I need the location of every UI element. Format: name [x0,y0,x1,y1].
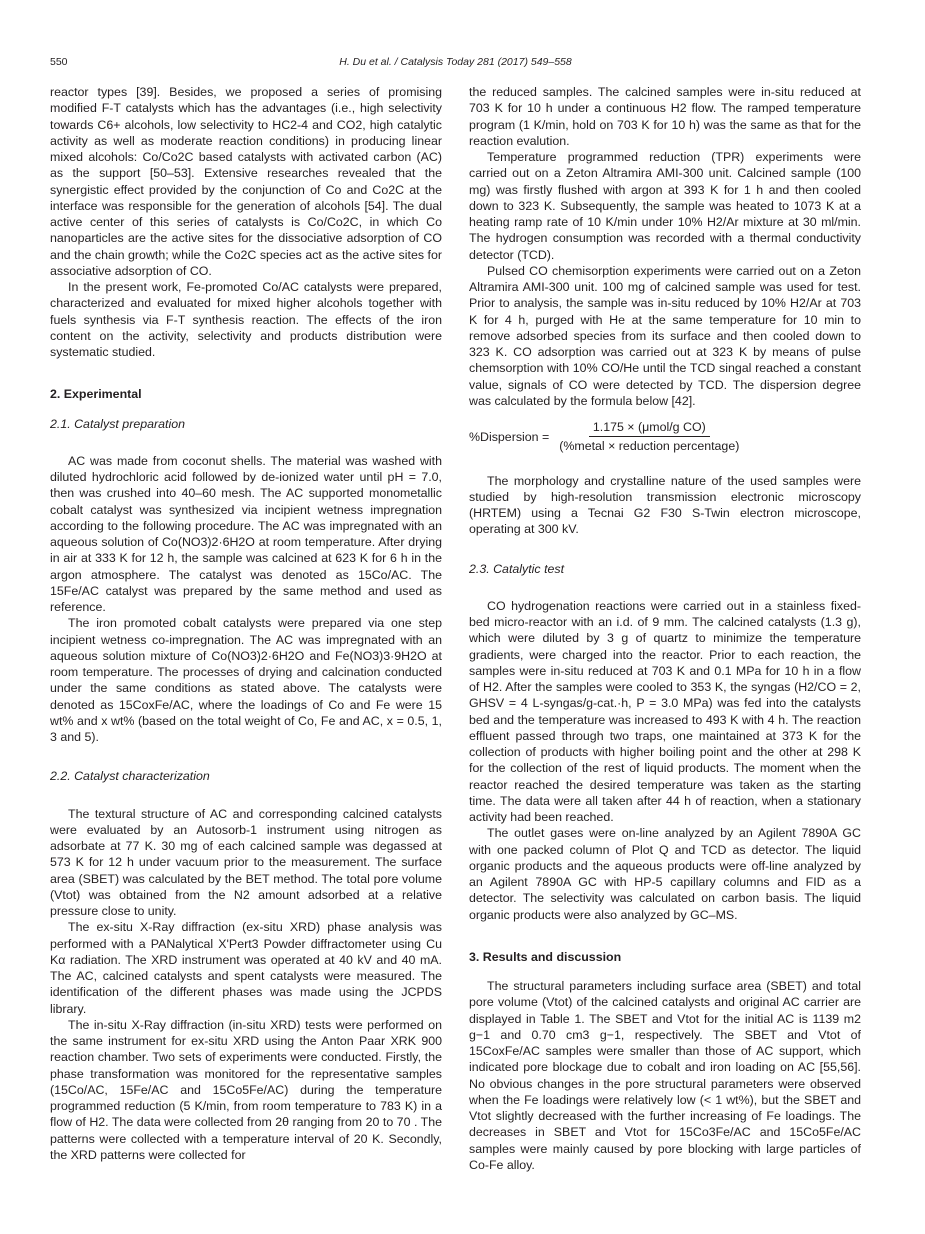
equation-denominator: (%metal × reduction percentage) [559,439,740,454]
paragraph-pulse-chemisorption: Pulsed CO chemisorption experiments were carried out on a Zeton Altramira AMI-300 unit. 100 mg of calcined sample was used for test. Prior to analysis, the sample was in-situ reduced by 10% H2/Ar at 703 K for 4 h, purged with He at the same temperature for 10 min to remove adsorbed species from its surface and then cooled down to 323 K. CO adsorption was carried out at 323 K by means of pulse chemsorption with 10% CO/He until the TCD singal reached a constant value, signals of CO were detected by TCD. The dispersion degree was calculated by the formula below [42]. [469,263,861,408]
subsection-title-catalyst-characterization: 2.2. Catalyst characterization [50,769,210,784]
paragraph-catalytic-test-1: CO hydrogenation reactions were carried out in a stainless fixed-bed micro-reactor with an i.d. of 9 mm. The calcined catalysts (1.3 g), which were diluted by 3 g of quartz to minimize the temperature gradients, were charged into the reactor. Prior to each reaction, the samples were in-situ reduced at 703 K and 0.1 MPa for 10 h in a flow of H2. After the samples were cooled to 353 K, the syngas (H2/CO = 2, GHSV = 4 L-syngas/g-cat.·h, P = 3.0 MPa) was fed into the catalysts bed and the temperature was increased to 493 K with 4 h. The reaction effluent passed through two traps, one maintained at 373 K for the collection of products with higher boiling point and the other at 298 K for the collection of the rest of liquid products. The moment when the reactor reached the desired temperature was taken as the starting time. The data were all taken after 44 h of reaction, when a stationary activity had been reached. [469,598,861,824]
running-header [50,56,861,70]
right-column [469,84,861,1173]
paragraph-catalytic-test-2: The outlet gases were on-line analyzed by an Agilent 7890A GC with one packed column of Plot Q and TCD as detector. The liquid organic products and the aqueous products were off-line analyzed by an Agilent 7890A GC with HP-5 capillary columns and FID as a detector. The selectivity was calculated on carbon basis. The liquid organic products were also analyzed by GC–MS. [469,826,861,922]
equation-fraction [555,419,743,455]
paragraph-preparation-2: The iron promoted cobalt catalysts were prepared via one step incipient wetness co-impregnation. The AC was impregnated with an aqueous solution mixture of Co(NO3)2·6H2O and Fe(NO3)3·9H2O at room temperature. The processes of drying and calcination conducted under the same conditions as stated above. The catalysts were denoted as 15CoxFe/AC, where the loadings of Co and Fe were 15 wt% and x wt% (based on the total weight of Co, Fe and AC, x = 0.5, 1, 3 and 5). [50,616,442,744]
paragraph-characterization-2: The ex-situ X-Ray diffraction (ex-situ XRD) phase analysis was performed with a PANalytical X'Pert3 Powder diffractometer using Cu Kα radiation. The XRD instrument was operated at 40 kV and 40 mA. The AC, calcined catalysts and spent catalysts were measured. The identification of the different phases was made using the JCPDS library. [50,920,442,1016]
paragraph-results: The structural parameters including surface area (SBET) and total pore volume (Vtot) of the calcined catalysts and original AC carrier are displayed in Table 1. The SBET and Vtot for the initial AC is 1139 m2 g−1 and 0.70 cm3 g−1, respectively. The SBET and Vtot of 15CoxFe/AC samples were smaller than those of AC support, which indicated pore blockage due to cobalt and iron loading on AC [55,56]. No obvious changes in the pore structural parameters were observed when the Fe loadings were relatively low (< 1 wt%), but the SBET and Vtot slightly decreased with the further increasing of Fe loadings. The decreases in SBET and Vtot for 15Co3Fe/AC and 15Co5Fe/AC samples were mainly caused by pore blocking with large particles of Co-Fe alloy. [469,979,861,1172]
left-column [50,84,442,1163]
paragraph-preparation-1: AC was made from coconut shells. The material was washed with diluted hydrochloric acid followed by de-ionized water until pH = 7.0, then was crushed into 40–60 mesh. The AC supported monometallic cobalt catalyst was synthesized via incipient wetness impregnation according to the following procedure. The AC was impregnated with an aqueous solution of Co(NO3)2·6H2O at room temperature. After drying in air at 333 K for 12 h, the sample was calcined at 623 K for 6 h in the argon atmosphere. The catalyst was denoted as 15Co/AC. The 15Fe/AC catalyst was prepared by the same method and used as reference. [50,453,442,614]
paragraph-reduced-continued: the reduced samples. The calcined samples were in-situ reduced at 703 K for 10 h under a continuous H2 flow. The ramped temperature program (1 K/min, hold on 703 K for 10 h) was the same as that for the reaction evalution. [469,85,861,148]
paragraph-intro-continued: reactor types [39]. Besides, we proposed a series of promising modified F-T catalysts which has the advantages (i.e., high selectivity towards C6+ alcohols, low selectivity to HC2-4 and CO2, high catalytic activity as well as moderate reaction conditions) in producing linear mixed alcohols: Co/Co2C based catalysts with activated carbon (AC) as the support [50–53]. Extensive researches revealed that the synergistic effect provided by the conjunction of Co and Co2C at the interface was responsible for the generation of alcohols [54]. The dual active center of this series of catalysts is Co/Co2C, in which Co nanoparticles are the active sites for the dissociative adsorption of CO and the chain growth; while the Co2C species act as the active sites for associative adsorption of CO. [50,85,442,278]
equation-lhs: %Dispersion = [469,429,550,444]
paragraph-tpr: Temperature programmed reduction (TPR) experiments were carried out on a Zeton Altramira AMI-300 unit. Calcined sample (100 mg) was firstly flushed with argon at 393 K for 1 h and then cooled down to 323 K. Subsequently, the sample was heated to 1073 K at a heating ramp rate of 10 K/min under 10% H2/Ar mixture at 30 ml/min. The hydrogen consumption was recorded with a thermal conductivity detector (TCD). [469,150,861,262]
equation-numerator: 1.175 × (μmol/g CO) [589,419,710,437]
paragraph-characterization-1: The textural structure of AC and corresponding calcined catalysts were evaluated by an Autosorb-1 instrument using nitrogen as adsorbate at 77 K. 30 mg of each calcined sample was degassed at 573 K for 12 h under vacuum prior to the measurement. The surface area (SBET) was calculated by the BET method. The total pore volume (Vtot) was obtained from the N2 amount adsorbed at a relative pressure close to unity. [50,806,442,918]
paragraph-present-work: In the present work, Fe-promoted Co/AC catalysts were prepared, characterized and evaluated for mixed higher alcohols together with fuels synthesis via F-T synthesis reaction. The effects of the iron content on the activity, selectivity and products distribution were systematic studied. [50,280,442,359]
page-number: 550 [50,56,68,68]
subsection-title-catalyst-preparation: 2.1. Catalyst preparation [50,416,185,431]
subsection-title-catalytic-test: 2.3. Catalytic test [469,561,565,576]
journal-citation: H. Du et al. / Catalysis Today 281 (2017) 549–558 [339,56,572,68]
paragraph-hrtem: The morphology and crystalline nature of the used samples were studied by high-resolution transmission electronic microscopy (HRTEM) using a Tecnai G2 F30 S-Twin electron microscope, operating at 300 kV. [469,473,861,537]
paragraph-characterization-3: The in-situ X-Ray diffraction (in-situ XRD) tests were performed on the same instrument for ex-situ XRD using the Anton Paar XRK 900 reaction chamber. Two sets of experiments were conducted. Firstly, the phase transformation was monitored for the representative samples (15Co/AC, 15Fe/AC and 15Co5Fe/AC) during the temperature programmed reduction (5 K/min, from room temperature to 783 K) in a flow of H2. The data were collected from 2θ ranging from 20 to 70 . The patterns were collected with a temperature interval of 20 K. Secondly, the XRD patterns were collected for [50,1017,442,1162]
dispersion-equation [469,419,861,455]
section-title-experimental: 2. Experimental [50,387,142,402]
section-title-results: 3. Results and discussion [469,949,622,964]
